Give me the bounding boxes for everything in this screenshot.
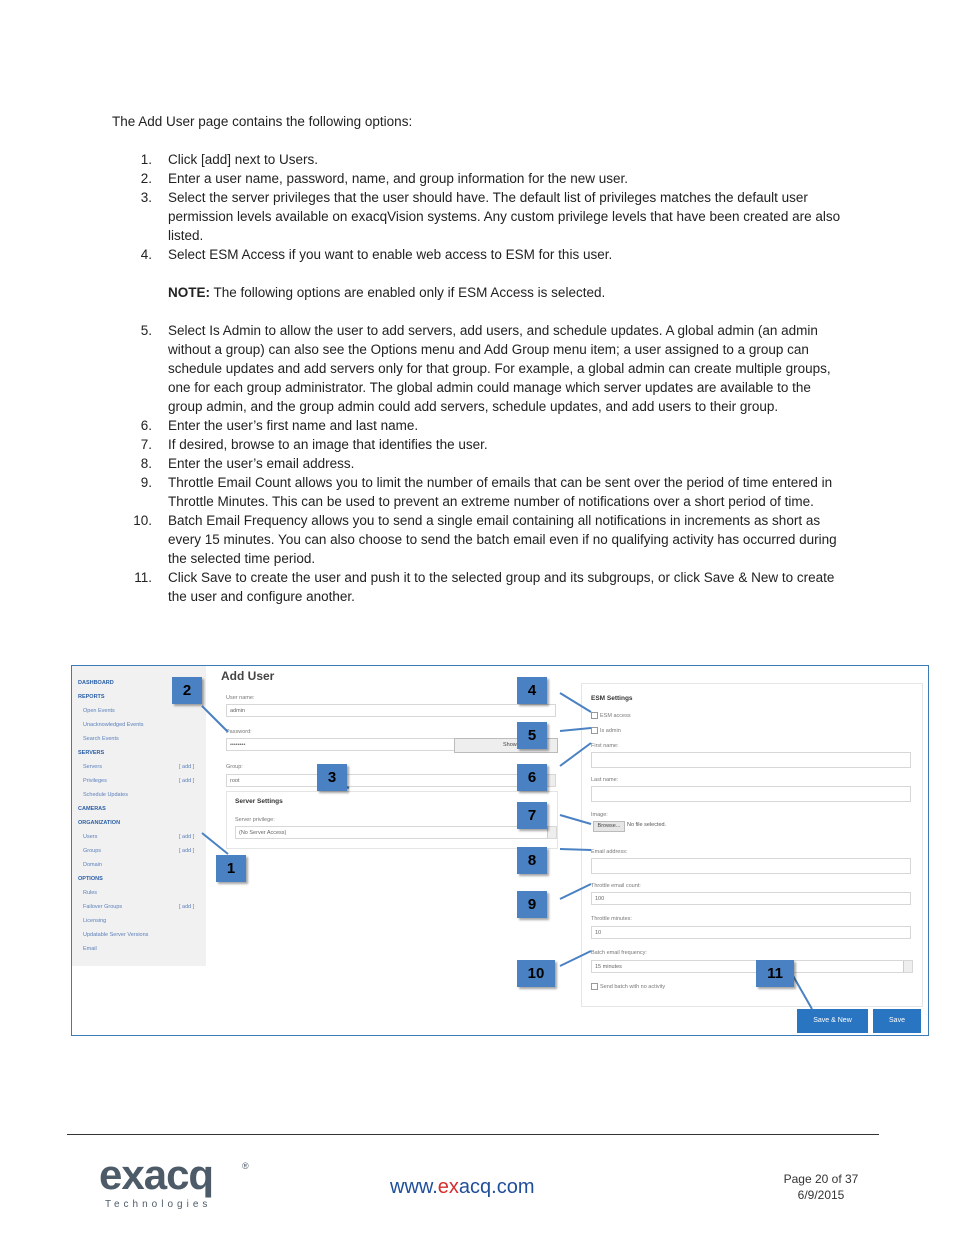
sidebar-item[interactable]: Privileges xyxy=(83,778,107,784)
sidebar-item[interactable]: Open Events xyxy=(83,708,115,714)
server-privilege-select[interactable]: (No Server Access) xyxy=(235,826,557,839)
callout-1: 1 xyxy=(216,855,246,882)
sidebar-item[interactable]: Rules xyxy=(83,890,98,896)
sidebar-item[interactable]: Search Events xyxy=(83,736,119,742)
page-title: Add User xyxy=(221,669,275,683)
show-password-button[interactable]: Show xyxy=(454,738,558,753)
sidebar-item[interactable]: Servers xyxy=(83,764,102,770)
step-item: 9. Throttle Email Count allows you to limit the number of emails that can be sent over the period of time entered in Throttle Minutes. This can be used to prevent an extreme number of notifications over a short period of time. xyxy=(140,475,833,509)
save-new-button[interactable]: Save & New xyxy=(797,1009,868,1033)
first-name-label: First name: xyxy=(591,743,619,749)
intro-text: The Add User page contains the following options: xyxy=(112,114,413,129)
sidebar-item[interactable]: Email xyxy=(83,946,97,952)
step-item: 11. Click Save to create the user and push it to the selected group and its subgroups, or click Save & New to create the user and configure another. xyxy=(134,570,835,604)
sidebar-add-link[interactable]: [ add ] xyxy=(179,834,195,840)
image-label: Image: xyxy=(591,812,608,818)
throttle-count-label: Throttle email count: xyxy=(591,883,641,889)
sidebar-add-link[interactable]: [ add ] xyxy=(179,778,195,784)
step-item: 2. Enter a user name, password, name, and group information for the new user. xyxy=(140,171,629,186)
group-label: Group: xyxy=(226,764,243,770)
page-number: Page 20 of 37 xyxy=(783,1172,859,1186)
callout-4: 4 xyxy=(517,677,547,704)
step-item: 8. Enter the user’s email address. xyxy=(140,456,355,471)
page-date: 6/9/2015 xyxy=(797,1188,845,1202)
sidebar-item[interactable]: CAMERAS xyxy=(78,806,106,812)
step-item: 3. Select the server privileges that the user should have. The default list of privileges matches the default user permission levels available on exacqVision systems. Any custom privilege levels that have been created are also listed. xyxy=(140,190,841,243)
sidebar-item[interactable]: Unacknowledged Events xyxy=(83,722,144,728)
footer-rule xyxy=(67,1134,879,1135)
callout-10: 10 xyxy=(517,960,555,987)
step-item: 6. Enter the user’s first name and last name. xyxy=(140,418,419,433)
note: NOTE: The following options are enabled only if ESM Access is selected. xyxy=(168,285,606,300)
throttle-minutes-input[interactable]: 10 xyxy=(591,926,911,939)
password-label: Password: xyxy=(226,729,252,735)
esm-access-checkbox[interactable]: ESM access xyxy=(591,712,631,719)
callout-9: 9 xyxy=(517,891,547,918)
sidebar-item[interactable]: Users xyxy=(83,834,98,840)
step-item: 1. Click [add] next to Users. xyxy=(140,152,319,167)
page-info xyxy=(760,1171,882,1203)
group-select[interactable]: root xyxy=(226,774,556,787)
esm-settings-heading: ESM Settings xyxy=(591,695,633,702)
callout-5: 5 xyxy=(517,722,547,749)
user-name-input[interactable]: admin xyxy=(226,704,556,717)
sidebar-item[interactable]: Domain xyxy=(83,862,102,868)
user-name-label: User name: xyxy=(226,695,255,701)
add-user-screenshot xyxy=(71,665,929,1036)
save-button[interactable]: Save xyxy=(873,1009,921,1033)
steps-list xyxy=(112,150,842,606)
spacer xyxy=(112,264,842,283)
email-label: Email address: xyxy=(591,849,628,855)
batch-frequency-select[interactable]: 15 minutes xyxy=(591,960,913,973)
server-settings-heading: Server Settings xyxy=(235,798,283,805)
no-file-text: No file selected. xyxy=(627,822,667,828)
sidebar-item[interactable]: Schedule Updates xyxy=(83,792,128,798)
throttle-minutes-label: Throttle minutes: xyxy=(591,916,632,922)
step-item: 5. Select Is Admin to allow the user to add servers, add users, and schedule updates. A global admin (an admin without a group) can also see the Options menu and Add Group menu item; a user assigned to a group can schedule updates and add servers only for that group. For example, a global admin can create multiple groups, one for each group administrator. The global admin could manage which server updates are available to the group admin, and the group admin could add servers, schedule updates, and add users to their group. xyxy=(140,323,831,414)
browse-button[interactable]: Browse... xyxy=(593,821,625,832)
sidebar-item[interactable]: ORGANIZATION xyxy=(78,820,121,826)
password-input[interactable]: •••••••• xyxy=(226,738,456,751)
server-privilege-label: Server privilege: xyxy=(235,817,275,823)
sidebar-add-link[interactable]: [ add ] xyxy=(179,764,195,770)
website-link[interactable]: www.exacq.com xyxy=(390,1176,535,1198)
callout-8: 8 xyxy=(517,847,547,874)
callout-arrows xyxy=(72,666,928,1035)
callout-11: 11 xyxy=(756,960,794,987)
sidebar-add-link[interactable]: [ add ] xyxy=(179,848,195,854)
step-item: 7. If desired, browse to an image that identifies the user. xyxy=(140,437,488,452)
callout-6: 6 xyxy=(517,764,547,791)
exacq-logo: exacq ® Technologies xyxy=(99,1151,249,1210)
sidebar-item[interactable]: Licensing xyxy=(83,918,107,924)
last-name-label: Last name: xyxy=(591,777,619,783)
sidebar-item[interactable]: Updatable Server Versions xyxy=(83,932,149,938)
is-admin-checkbox[interactable]: Is admin xyxy=(591,727,621,734)
sidebar-item[interactable]: SERVERS xyxy=(78,750,105,756)
callout-7: 7 xyxy=(517,802,547,829)
send-batch-checkbox[interactable]: Send batch with no activity xyxy=(591,983,665,990)
sidebar-item[interactable]: REPORTS xyxy=(78,694,105,700)
sidebar-item[interactable]: Groups xyxy=(83,848,102,854)
callout-3: 3 xyxy=(317,764,347,791)
sidebar-item[interactable]: OPTIONS xyxy=(78,876,103,882)
sidebar-add-link[interactable]: [ add ] xyxy=(179,904,195,910)
batch-frequency-label: Batch email frequency: xyxy=(591,950,647,956)
step-item: 4. Select ESM Access if you want to enable web access to ESM for this user. xyxy=(140,247,613,262)
sidebar-item[interactable]: Failover Groups xyxy=(83,904,123,910)
step-item: 10. Batch Email Frequency allows you to send a single email containing all notifications in increments as short as every 15 minutes. You can also choose to send the batch email even if no qualifying activity has occurred during the selected time period. xyxy=(133,513,837,566)
sidebar-item[interactable]: DASHBOARD xyxy=(78,680,114,686)
callout-2: 2 xyxy=(172,677,202,704)
throttle-count-input[interactable]: 100 xyxy=(591,892,911,905)
spacer xyxy=(112,302,842,321)
